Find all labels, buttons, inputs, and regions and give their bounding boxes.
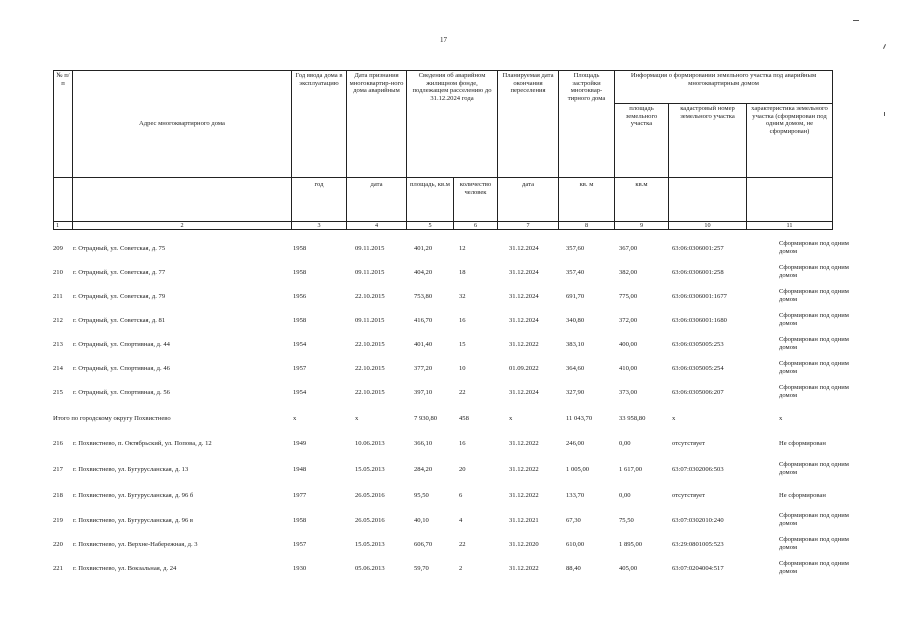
row-people: 16 xyxy=(459,440,466,447)
total-label: Итого по городскому округу Похвистнево xyxy=(53,415,171,422)
row-status: Сформирован под одним домом xyxy=(779,360,849,375)
row-build-area: 357,40 xyxy=(566,269,585,276)
unit-cell xyxy=(54,178,73,222)
row-area: 606,70 xyxy=(414,541,433,548)
row-date: 05.06.2013 xyxy=(355,565,385,572)
row-land-area: 0,00 xyxy=(619,440,631,447)
row-cadastral: 63:07:0204004:517 xyxy=(672,565,724,572)
scan-mark xyxy=(853,20,859,21)
unit-year: год xyxy=(292,178,347,222)
scan-mark xyxy=(884,112,885,116)
row-land-area: 1 617,00 xyxy=(619,466,643,473)
row-planned: 31.12.2024 xyxy=(509,317,539,324)
row-status: Сформирован под одним домом xyxy=(779,461,849,476)
row-area: 366,10 xyxy=(414,440,433,447)
row-people: 20 xyxy=(459,466,466,473)
row-number: 219 xyxy=(53,517,63,524)
row-status: Сформирован под одним домом xyxy=(779,264,849,279)
row-area: 7 930,80 xyxy=(414,415,438,422)
unit-cell xyxy=(747,178,833,222)
row-cadastral: 63:06:0306001:257 xyxy=(672,245,724,252)
scan-mark xyxy=(883,44,886,49)
unit-cell xyxy=(669,178,747,222)
row-date: x xyxy=(355,415,359,422)
row-year: 1958 xyxy=(293,245,307,252)
row-cadastral: x xyxy=(672,415,676,422)
row-date: 09.11.2015 xyxy=(355,317,385,324)
row-build-area: 88,40 xyxy=(566,565,581,572)
table-row xyxy=(53,288,849,306)
row-status: Сформирован под одним домом xyxy=(779,312,849,327)
row-date: 26.05.2016 xyxy=(355,492,385,499)
sub-cadastral-header: кадастровый номер земельного участка xyxy=(669,104,747,178)
row-date: 22.10.2015 xyxy=(355,365,385,372)
row-planned: 31.12.2024 xyxy=(509,245,539,252)
row-planned: x xyxy=(509,415,513,422)
table-row xyxy=(53,240,849,258)
row-people: 2 xyxy=(459,565,463,572)
row-date: 10.06.2013 xyxy=(355,440,385,447)
row-area: 404,20 xyxy=(414,269,433,276)
row-planned: 31.12.2022 xyxy=(509,341,539,348)
table-row xyxy=(53,560,849,578)
row-land-area: 367,00 xyxy=(619,245,638,252)
row-year: 1949 xyxy=(293,440,307,447)
table-row xyxy=(53,264,849,282)
col-number: 8 xyxy=(559,222,615,230)
row-land-area: 33 958,80 xyxy=(619,415,646,422)
col-number: 10 xyxy=(669,222,747,230)
row-year: 1958 xyxy=(293,517,307,524)
row-build-area: 133,70 xyxy=(566,492,585,499)
row-year: 1954 xyxy=(293,341,307,348)
row-year: 1958 xyxy=(293,317,307,324)
row-cadastral: 63:06:0306001:1677 xyxy=(672,293,727,300)
sub-land-area-header: площадь земельного участка xyxy=(615,104,669,178)
row-area: 753,80 xyxy=(414,293,433,300)
table-row xyxy=(53,384,849,402)
row-build-area: 327,90 xyxy=(566,389,585,396)
table-header xyxy=(53,70,833,230)
row-area: 401,20 xyxy=(414,245,433,252)
row-date: 15.05.2013 xyxy=(355,541,385,548)
row-cadastral: отсутствует xyxy=(672,440,705,447)
row-cadastral: 63:06:0305006:207 xyxy=(672,389,724,396)
row-cadastral: 63:07:0302010:240 xyxy=(672,517,724,524)
row-status: Сформирован под одним домом xyxy=(779,240,849,255)
row-land-area: 410,00 xyxy=(619,365,638,372)
row-address: г. Похвистнево, ул. Вокзальная, д. 24 xyxy=(73,565,177,572)
row-address: г. Похвистнево, п. Октябрьский, ул. Попова, д. 12 xyxy=(73,440,212,447)
row-status: Сформирован под одним домом xyxy=(779,288,849,303)
col-address-header: Адрес многоквартирного дома xyxy=(73,71,292,178)
row-address: г. Похвистнево, ул. Бугурусланская, д. 96 в xyxy=(73,517,194,524)
row-planned: 31.12.2024 xyxy=(509,269,539,276)
col-planned-header: Планируемая дата окончания переселения xyxy=(498,71,559,178)
row-build-area: 11 043,70 xyxy=(566,415,593,422)
row-address: г. Похвистнево, ул. Бугурусланская, д. 13 xyxy=(73,466,189,473)
row-area: 416,70 xyxy=(414,317,433,324)
row-date: 22.10.2015 xyxy=(355,389,385,396)
table-row xyxy=(53,536,849,554)
row-date: 15.05.2013 xyxy=(355,466,385,473)
col-recognition-header: Дата признания многоквартир-ного дома аварийным xyxy=(347,71,407,178)
unit-count: количество человек xyxy=(454,178,498,222)
row-cadastral: 63:29:0801005:523 xyxy=(672,541,724,548)
row-number: 209 xyxy=(53,245,63,252)
row-status: x xyxy=(779,415,783,422)
row-people: 10 xyxy=(459,365,466,372)
row-planned: 31.12.2022 xyxy=(509,565,539,572)
row-people: 22 xyxy=(459,389,466,396)
row-build-area: 357,60 xyxy=(566,245,585,252)
row-area: 401,40 xyxy=(414,341,433,348)
col-number: 11 xyxy=(747,222,833,230)
unit-sqm-land: кв.м xyxy=(615,178,669,222)
row-number: 221 xyxy=(53,565,63,572)
row-land-area: 382,00 xyxy=(619,269,638,276)
row-people: 4 xyxy=(459,517,463,524)
row-date: 22.10.2015 xyxy=(355,293,385,300)
col-number: 2 xyxy=(73,222,292,230)
unit-date-planned: дата xyxy=(498,178,559,222)
table-row xyxy=(53,336,849,354)
unit-sqm: кв. м xyxy=(559,178,615,222)
col-emergency-header: Сведения об аварийном жилищном фонде, подлежащем расселению до 31.12.2024 года xyxy=(407,71,498,178)
row-planned: 31.12.2022 xyxy=(509,466,539,473)
row-planned: 01.09.2022 xyxy=(509,365,539,372)
unit-area: площадь, кв.м xyxy=(407,178,454,222)
unit-cell xyxy=(73,178,292,222)
row-build-area: 610,00 xyxy=(566,541,585,548)
row-people: 16 xyxy=(459,317,466,324)
row-area: 40,10 xyxy=(414,517,429,524)
row-address: г. Отрадный, ул. Спортивная, д. 46 xyxy=(73,365,170,372)
row-address: г. Отрадный, ул. Спортивная, д. 56 xyxy=(73,389,170,396)
row-cadastral: 63:06:0305005:253 xyxy=(672,341,724,348)
col-number: 5 xyxy=(407,222,454,230)
row-date: 26.05.2016 xyxy=(355,517,385,524)
row-people: 458 xyxy=(459,415,469,422)
row-people: 15 xyxy=(459,341,466,348)
row-address: г. Отрадный, ул. Советская, д. 81 xyxy=(73,317,166,324)
row-year: 1956 xyxy=(293,293,307,300)
row-build-area: 364,60 xyxy=(566,365,585,372)
col-number: 7 xyxy=(498,222,559,230)
row-area: 397,10 xyxy=(414,389,433,396)
row-status: Сформирован под одним домом xyxy=(779,512,849,527)
row-number: 215 xyxy=(53,389,63,396)
row-people: 32 xyxy=(459,293,466,300)
row-number: 216 xyxy=(53,440,63,447)
row-build-area: 246,00 xyxy=(566,440,585,447)
col-number: 4 xyxy=(347,222,407,230)
row-build-area: 340,80 xyxy=(566,317,585,324)
row-year: 1954 xyxy=(293,389,307,396)
row-date: 09.11.2015 xyxy=(355,269,385,276)
row-planned: 31.12.2022 xyxy=(509,440,539,447)
row-land-area: 373,00 xyxy=(619,389,638,396)
row-number: 220 xyxy=(53,541,63,548)
col-land-info-header: Информация о формировании земельного участка под аварийным многоквартирным домом xyxy=(615,71,833,104)
row-land-area: 775,00 xyxy=(619,293,638,300)
sub-characteristic-header: характеристика земельного участка (сформирован под одним домом, не сформирован) xyxy=(747,104,833,178)
row-date: 22.10.2015 xyxy=(355,341,385,348)
col-number: 6 xyxy=(454,222,498,230)
row-number: 213 xyxy=(53,341,63,348)
row-address: г. Отрадный, ул. Советская, д. 79 xyxy=(73,293,166,300)
row-build-area: 691,70 xyxy=(566,293,585,300)
row-status: Не сформирован xyxy=(779,440,826,447)
row-area: 284,20 xyxy=(414,466,433,473)
row-status: Сформирован под одним домом xyxy=(779,384,849,399)
table-row xyxy=(53,435,833,453)
col-number: 9 xyxy=(615,222,669,230)
row-area: 59,70 xyxy=(414,565,429,572)
row-address: г. Похвистнево, ул. Верхне-Набережная, д. 3 xyxy=(73,541,198,548)
row-year: x xyxy=(293,415,297,422)
col-no-header: № п/п xyxy=(54,71,73,178)
row-address: г. Отрадный, ул. Спортивная, д. 44 xyxy=(73,341,170,348)
row-address: г. Похвистнево, ул. Бугурусланская, д. 96 б xyxy=(73,492,194,499)
row-land-area: 0,00 xyxy=(619,492,631,499)
row-status: Сформирован под одним домом xyxy=(779,336,849,351)
table-row xyxy=(53,312,849,330)
row-planned: 31.12.2022 xyxy=(509,492,539,499)
row-land-area: 372,00 xyxy=(619,317,638,324)
row-area: 95,50 xyxy=(414,492,429,499)
row-planned: 31.12.2024 xyxy=(509,293,539,300)
row-people: 22 xyxy=(459,541,466,548)
row-build-area: 67,30 xyxy=(566,517,581,524)
row-planned: 31.12.2024 xyxy=(509,389,539,396)
row-number: 218 xyxy=(53,492,63,499)
row-cadastral: 63:06:0306001:258 xyxy=(672,269,724,276)
row-year: 1957 xyxy=(293,365,307,372)
row-number: 217 xyxy=(53,466,63,473)
row-year: 1977 xyxy=(293,492,307,499)
row-people: 6 xyxy=(459,492,463,499)
row-address: г. Отрадный, ул. Советская, д. 77 xyxy=(73,269,166,276)
table-row xyxy=(53,487,833,505)
row-cadastral: 63:06:0306001:1680 xyxy=(672,317,727,324)
total-row xyxy=(53,410,833,428)
row-year: 1958 xyxy=(293,269,307,276)
row-cadastral: отсутствует xyxy=(672,492,705,499)
row-number: 212 xyxy=(53,317,63,324)
row-year: 1930 xyxy=(293,565,307,572)
row-address: г. Отрадный, ул. Советская, д. 75 xyxy=(73,245,166,252)
page-number: 17 xyxy=(440,36,447,44)
col-build-area-header: Площадь застройки многоквар-тирного дома xyxy=(559,71,615,178)
row-year: 1957 xyxy=(293,541,307,548)
row-people: 18 xyxy=(459,269,466,276)
col-year-header: Год ввода дома в эксплуатацию xyxy=(292,71,347,178)
row-build-area: 1 005,00 xyxy=(566,466,590,473)
row-planned: 31.12.2020 xyxy=(509,541,539,548)
table-row xyxy=(53,360,849,378)
row-date: 09.11.2015 xyxy=(355,245,385,252)
row-cadastral: 63:07:0302006:503 xyxy=(672,466,724,473)
row-status: Не сформирован xyxy=(779,492,826,499)
row-land-area: 400,00 xyxy=(619,341,638,348)
unit-date: дата xyxy=(347,178,407,222)
row-people: 12 xyxy=(459,245,466,252)
row-area: 377,20 xyxy=(414,365,433,372)
row-cadastral: 63:06:0305005:254 xyxy=(672,365,724,372)
table-row xyxy=(53,461,849,479)
table-row xyxy=(53,512,849,530)
row-number: 214 xyxy=(53,365,63,372)
row-status: Сформирован под одним домом xyxy=(779,560,849,575)
col-number: 1 xyxy=(54,222,73,230)
row-status: Сформирован под одним домом xyxy=(779,536,849,551)
row-planned: 31.12.2021 xyxy=(509,517,539,524)
row-number: 210 xyxy=(53,269,63,276)
col-number: 3 xyxy=(292,222,347,230)
row-number: 211 xyxy=(53,293,63,300)
row-land-area: 75,50 xyxy=(619,517,634,524)
row-land-area: 1 895,00 xyxy=(619,541,643,548)
row-build-area: 383,10 xyxy=(566,341,585,348)
row-land-area: 405,00 xyxy=(619,565,638,572)
row-year: 1948 xyxy=(293,466,307,473)
